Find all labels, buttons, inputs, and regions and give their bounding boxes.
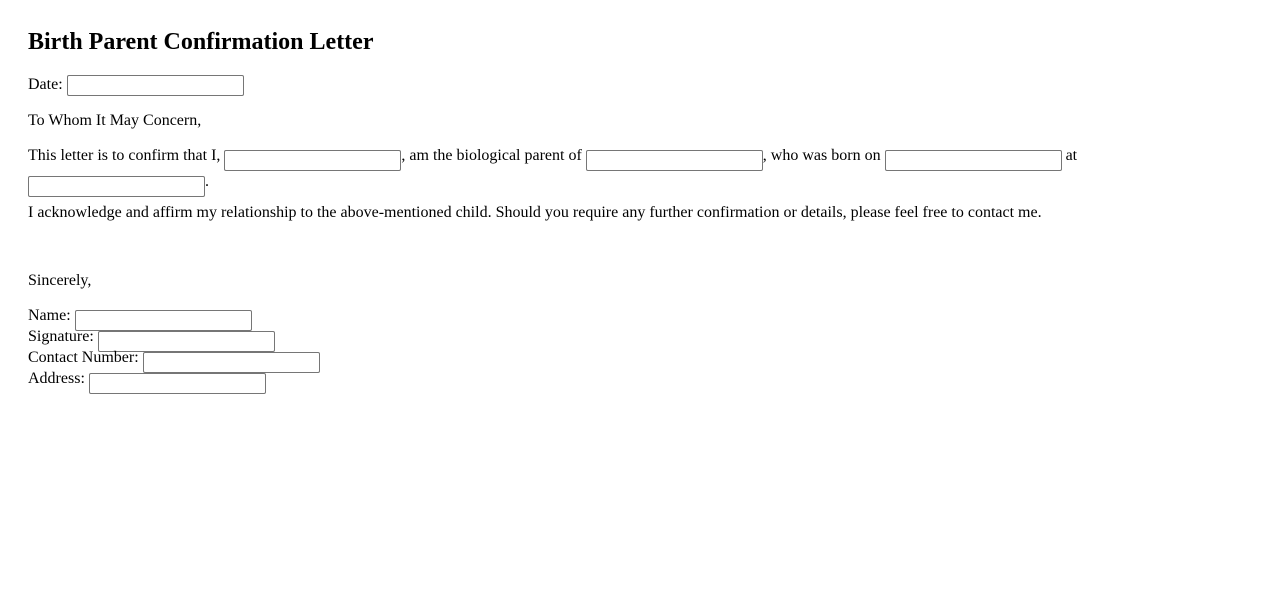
parent-name-input[interactable] xyxy=(224,150,401,171)
acknowledgement-paragraph: I acknowledge and affirm my relationship to the above-mentioned child. Should you require any further confirmation or details, please feel free to contact me. xyxy=(28,204,1042,221)
address-label: Address: xyxy=(28,370,85,387)
date-input[interactable] xyxy=(67,75,244,96)
address-input[interactable] xyxy=(89,373,266,394)
name-label: Name: xyxy=(28,307,71,324)
date-label: Date: xyxy=(28,76,63,93)
signature-row xyxy=(28,326,320,347)
confirmation-text-4: at xyxy=(1065,147,1078,164)
name-row xyxy=(28,305,320,326)
birth-date-input[interactable] xyxy=(885,150,1062,171)
confirmation-text-1: This letter is to confirm that I, xyxy=(28,147,221,164)
contact-row xyxy=(28,347,320,368)
date-row xyxy=(28,74,244,96)
signature-block xyxy=(28,305,320,389)
closing-text: Sincerely, xyxy=(28,272,92,289)
contact-number-label: Contact Number: xyxy=(28,349,139,366)
signature-label: Signature: xyxy=(28,328,94,345)
confirmation-paragraph xyxy=(28,145,1098,197)
salutation: To Whom It May Concern, xyxy=(28,112,202,129)
confirmation-text-3: , who was born on xyxy=(762,147,881,164)
confirmation-text-5: . xyxy=(205,173,209,190)
birth-place-input[interactable] xyxy=(28,176,205,197)
child-name-input[interactable] xyxy=(586,150,763,171)
page-title: Birth Parent Confirmation Letter xyxy=(28,29,374,55)
confirmation-text-2: , am the biological parent of xyxy=(401,147,582,164)
